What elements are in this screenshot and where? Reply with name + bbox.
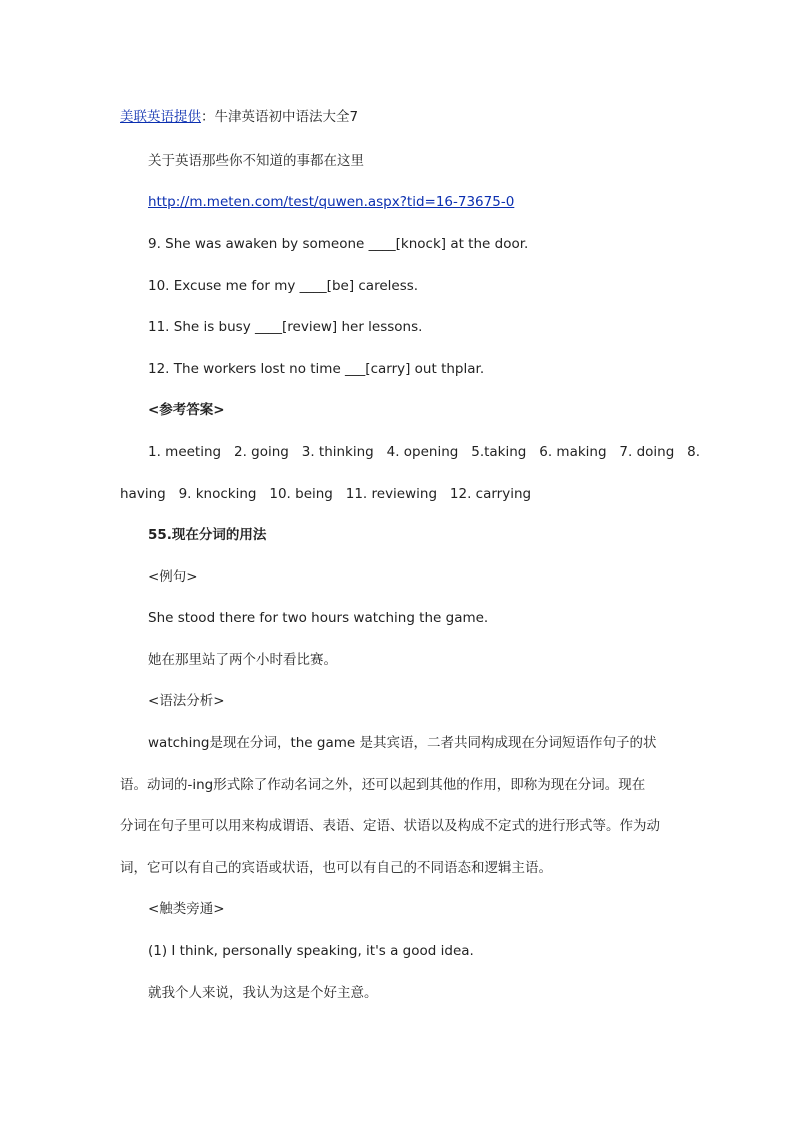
exercise-item: 12. The workers lost no time ___[carry] out thplar.	[148, 361, 485, 377]
analysis-line: 词，它可以有自己的宾语或状语，也可以有自己的不同语态和逻辑主语。	[120, 860, 552, 876]
answers-line-2: having 9. knocking 10. being 11. reviewing 12. carrying	[120, 486, 532, 502]
section-title: 55.现在分词的用法	[148, 527, 267, 543]
intro-text: 关于英语那些你不知道的事都在这里	[148, 153, 364, 169]
exercise-item: 10. Excuse me for my ____[be] careless.	[148, 278, 419, 294]
intro-url-line	[148, 193, 514, 211]
analysis-line: watching是现在分词，the game 是其宾语，二者共同构成现在分词短语作句子的状	[148, 735, 657, 751]
extend-heading: <触类旁通>	[148, 901, 225, 917]
example-english: She stood there for two hours watching the game.	[148, 610, 489, 626]
example-heading: <例句>	[148, 569, 198, 585]
header-colon: ：	[201, 109, 215, 125]
analysis-line: 语。动词的-ing形式除了作动名词之外，还可以起到其他的作用，即称为现在分词。现在	[120, 777, 646, 793]
source-link[interactable]: 美联英语提供	[120, 109, 201, 125]
document-title: 牛津英语初中语法大全7	[214, 109, 359, 125]
extend-example-english: (1) I think, personally speaking, it's a good idea.	[148, 943, 474, 959]
answers-heading: <参考答案>	[148, 402, 225, 418]
analysis-line: 分词在句子里可以用来构成谓语、表语、定语、状语以及构成不定式的进行形式等。作为动	[120, 818, 660, 834]
intro-url-link[interactable]: http://m.meten.com/test/quwen.aspx?tid=16-73675-0	[148, 194, 515, 210]
analysis-heading: <语法分析>	[148, 693, 225, 709]
exercise-item: 11. She is busy ____[review] her lessons.	[148, 319, 423, 335]
extend-example-chinese: 就我个人来说，我认为这是个好主意。	[148, 985, 378, 1001]
header-line	[120, 108, 358, 126]
exercise-item: 9. She was awaken by someone ____[knock] at the door.	[148, 236, 529, 252]
answers-line-1: 1. meeting 2. going 3. thinking 4. opening 5.taking 6. making 7. doing 8.	[148, 444, 701, 460]
example-chinese: 她在那里站了两个小时看比赛。	[148, 652, 337, 668]
